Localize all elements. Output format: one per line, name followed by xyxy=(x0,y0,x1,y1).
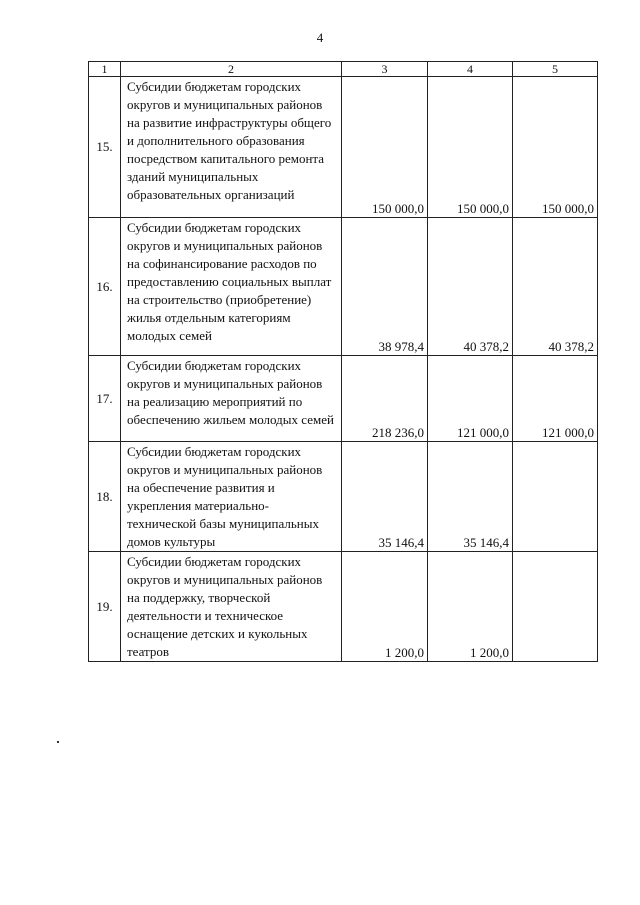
header-col-1: 1 xyxy=(89,62,121,77)
row-number: 17. xyxy=(89,356,121,442)
row-value-col3: 38 978,4 xyxy=(342,218,428,356)
row-number: 16. xyxy=(89,218,121,356)
row-value-col5 xyxy=(513,442,598,552)
budget-table xyxy=(88,61,598,662)
row-value-col5 xyxy=(513,552,598,662)
row-value-col4: 150 000,0 xyxy=(428,77,513,218)
row-description: Субсидии бюджетам городских округов и муниципальных районов на софинансирование расходов по предоставлению социальных выплат на строительство (приобретение) жилья отдельным категориям молодых семей xyxy=(121,218,342,356)
header-col-2: 2 xyxy=(121,62,342,77)
row-number: 15. xyxy=(89,77,121,218)
table-row xyxy=(89,442,598,552)
row-description: Субсидии бюджетам городских округов и муниципальных районов на поддержку, творческой деятельности и техническое оснащение детских и кукольных театров xyxy=(121,552,342,662)
row-value-col4: 35 146,4 xyxy=(428,442,513,552)
row-number: 19. xyxy=(89,552,121,662)
row-value-col4: 1 200,0 xyxy=(428,552,513,662)
row-value-col3: 1 200,0 xyxy=(342,552,428,662)
row-description: Субсидии бюджетам городских округов и муниципальных районов на развитие инфраструктуры общего и дополнительного образования посредством капитального ремонта зданий муниципальных образовательных организаций xyxy=(121,77,342,218)
row-description: Субсидии бюджетам городских округов и муниципальных районов на реализацию мероприятий по обеспечению жильем молодых семей xyxy=(121,356,342,442)
stray-dot-mark xyxy=(57,741,59,743)
row-value-col3: 218 236,0 xyxy=(342,356,428,442)
row-value-col3: 150 000,0 xyxy=(342,77,428,218)
row-number: 18. xyxy=(89,442,121,552)
table-row xyxy=(89,77,598,218)
row-value-col5: 40 378,2 xyxy=(513,218,598,356)
header-row xyxy=(89,62,598,77)
row-description: Субсидии бюджетам городских округов и муниципальных районов на обеспечение развития и укрепления материально-технической базы муниципальных домов культуры xyxy=(121,442,342,552)
row-value-col3: 35 146,4 xyxy=(342,442,428,552)
row-value-col5: 121 000,0 xyxy=(513,356,598,442)
header-col-5: 5 xyxy=(513,62,598,77)
table-row xyxy=(89,552,598,662)
header-col-3: 3 xyxy=(342,62,428,77)
page-number: 4 xyxy=(316,30,324,45)
table-row xyxy=(89,356,598,442)
row-value-col5: 150 000,0 xyxy=(513,77,598,218)
header-col-4: 4 xyxy=(428,62,513,77)
table-row xyxy=(89,218,598,356)
row-value-col4: 121 000,0 xyxy=(428,356,513,442)
row-value-col4: 40 378,2 xyxy=(428,218,513,356)
